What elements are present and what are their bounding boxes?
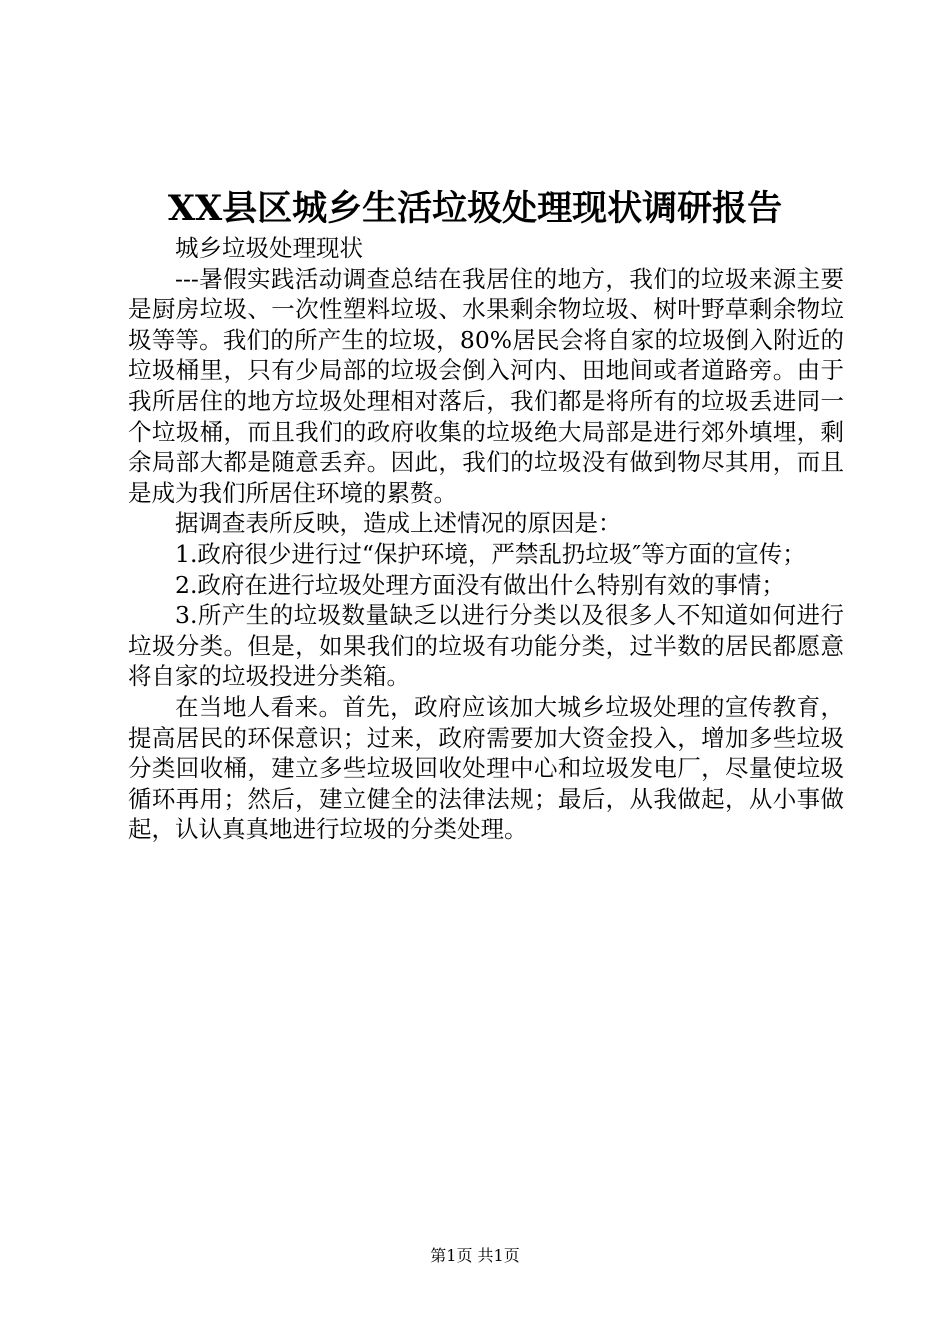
paragraph-cause-2: 2.政府在进行垃圾处理方面没有做出什么特别有效的事情； — [175, 570, 785, 599]
paragraph-cause-3: 3.所产生的垃圾数量缺乏以进行分类以及很多人不知道如何进行垃圾分类。但是，如果我们的垃圾有功能分类，过半数的居民都愿意将自家的垃圾投进分类箱。 — [128, 601, 844, 691]
paragraph-recommendations: 在当地人看来。首先，政府应该加大城乡垃圾处理的宣传教育，提高居民的环保意识；过来，政府需要加大资金投入，增加多些垃圾分类回收桶，建立多些垃圾回收处理中心和垃圾发电厂，尽量使垃圾循环再用；然后，建立健全的法律法规；最后，从我做起，从小事做起，认认真真地进行垃圾的分类处理。 — [128, 692, 844, 844]
page-footer: 第1页 共1页 — [430, 1246, 520, 1265]
document-title: XX县区城乡生活垃圾处理现状调研报告 — [167, 188, 783, 229]
paragraph-subtitle: 城乡垃圾处理现状 — [175, 234, 363, 262]
paragraph-survey-summary: ---暑假实践活动调查总结在我居住的地方，我们的垃圾来源主要是厨房垃圾、一次性塑料垃圾、水果剩余物垃圾、树叶野草剩余物垃圾等等。我们的所产生的垃圾，80%居民会将自家的垃圾倒入附近的垃圾桶里，只有少局部的垃圾会倒入河内、田地间或者道路旁。由于我所居住的地方垃圾处理相对落后，我们都是将所有的垃圾丢进同一个垃圾桶，而且我们的政府收集的垃圾绝大局部是进行郊外填埋，剩余局部大都是随意丢弃。因此，我们的垃圾没有做到物尽其用，而且是成为我们所居住环境的累赘。 — [128, 264, 844, 507]
paragraph-causes-intro: 据调查表所反映，造成上述情况的原因是： — [175, 509, 622, 538]
document-body — [128, 233, 844, 845]
paragraph-cause-1: 1.政府很少进行过“保护环境，严禁乱扔垃圾″等方面的宣传； — [175, 539, 806, 568]
